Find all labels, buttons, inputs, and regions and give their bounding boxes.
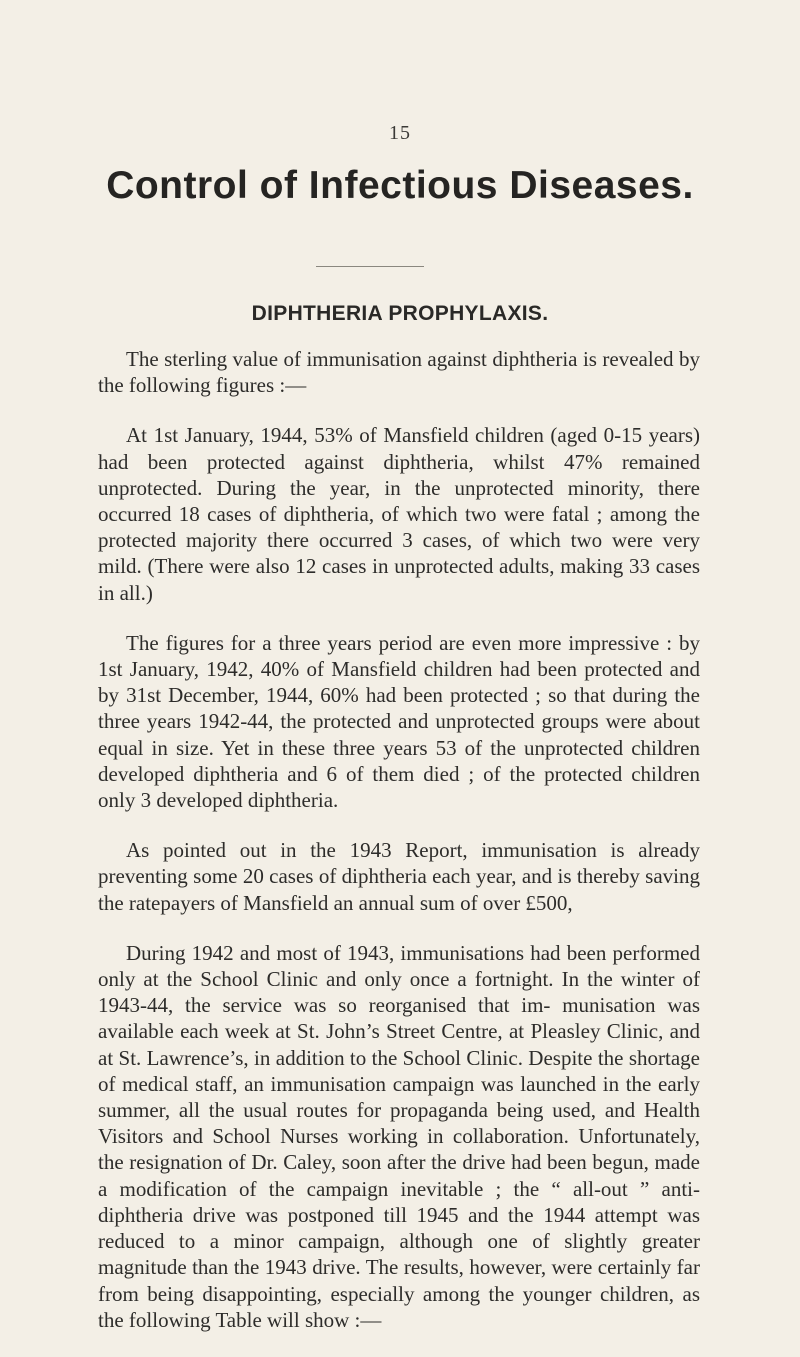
title-divider <box>316 266 424 267</box>
paragraph-1944-figures: At 1st January, 1944, 53% of Mansfield children (aged 0-15 years) had been protected against diphtheria, whilst 47% remained unprotected. During the year, in the unprotected minority, there occurred 18 cases of diphtheria, of which two were fatal ; among the protected majority there occurred 3 cases, of which two were very mild. (There were also 12 cases in unprotected adults, making 33 cases in all.) <box>98 423 700 605</box>
paragraph-savings: As pointed out in the 1943 Report, immunisation is already preventing some 20 cases of diphtheria each year, and is thereby saving the ratepayers of Mansfield an annual sum of over £500, <box>98 838 700 915</box>
paragraph-campaign: During 1942 and most of 1943, immunisations had been performed only at the School Clinic and only once a fortnight. In the winter of 1943-44, the service was so reorganised that im- munisation was available each week at St. John’s Street Centre, at Pleasley Clinic, and at St. Lawrence’s, in addition to the School Clinic. Despite the shortage of medical staff, an immunisation campaign was launched in the early summer, all the usual routes for propaganda being used, and Health Visitors and School Nurses working in collaboration. Unfortunately, the resignation of Dr. Caley, soon after the drive had been begun, made a modification of the campaign inevitable ; the “ all-out ” anti-diphtheria drive was postponed till 1945 and the 1944 attempt was reduced to a minor campaign, although one of slightly greater magnitude than the 1943 drive. The results, however, were certainly far from being disappointing, especially among the younger children, as the following Table will show :— <box>98 940 700 1332</box>
section-heading: DIPHTHERIA PROPHYLAXIS. <box>251 302 549 325</box>
paragraph-intro: The sterling value of immunisation against diphtheria is revealed by the following figures :— <box>98 347 700 398</box>
paragraph-three-year-figures: The figures for a three years period are even more impressive : by 1st January, 1942, 40% of Mansfield children had been protected and by 31st December, 1944, 60% had been protected ; so that during the three years 1942-44, the protected and unprotected groups were about equal in size. Yet in these three years 53 of the unprotected children developed diphtheria and 6 of them died ; of the protected children only 3 developed diphtheria. <box>98 630 700 813</box>
body-text <box>98 346 700 1357</box>
page-number: 15 <box>389 122 411 144</box>
page-title: Control of Infectious Diseases. <box>106 164 694 207</box>
